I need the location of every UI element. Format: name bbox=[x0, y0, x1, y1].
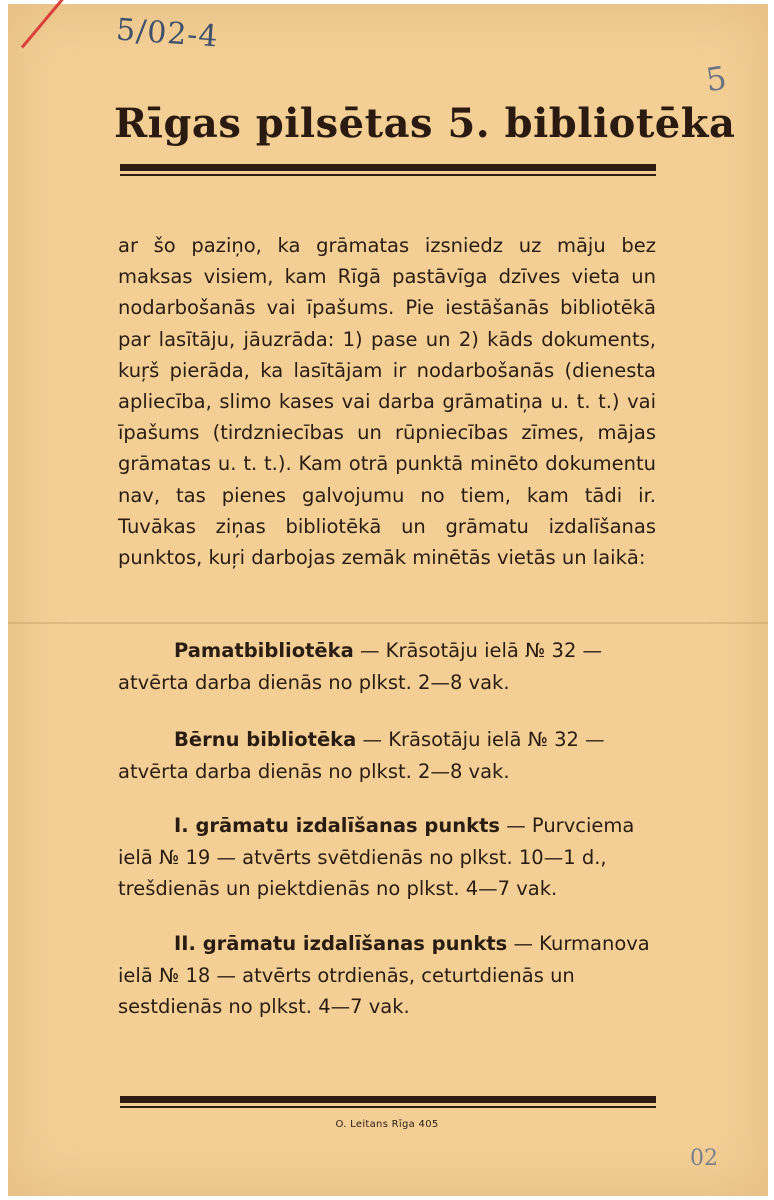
entry-name: II. grāmatu izdalīšanas punkts bbox=[174, 932, 508, 955]
entry-address: — Purvciema bbox=[500, 814, 635, 837]
entry-hours: atvērta darba dienās no plkst. 2—8 vak. bbox=[118, 759, 510, 783]
entry-hours: ielā № 18 — atvērts otrdienās, ceturtdienās un bbox=[118, 963, 575, 987]
title-double-rule bbox=[120, 164, 656, 176]
corner-annotation-bottom: 02 bbox=[690, 1146, 718, 1171]
entry-distribution-point-2 bbox=[118, 928, 656, 1023]
footer-double-rule bbox=[120, 1096, 656, 1108]
entry-name: Pamatbibliotēka bbox=[174, 639, 354, 662]
entry-hours-continued: sestdienās no plkst. 4—7 vak. bbox=[118, 995, 410, 1018]
poster-title: Rīgas pilsētas 5. bibliotēka bbox=[114, 100, 736, 147]
entry-address: — Krāsotāju ielā № 32 — bbox=[353, 639, 603, 662]
fold-crease bbox=[8, 622, 768, 624]
entry-hours: atvērta darba dienās no plkst. 2—8 vak. bbox=[118, 670, 510, 694]
entry-children-library bbox=[118, 724, 656, 787]
entry-address: — Krāsotāju ielā № 32 — bbox=[356, 728, 605, 751]
entry-distribution-point-1 bbox=[118, 810, 656, 905]
entry-hours: ielā № 19 — atvērts svētdienās no plkst. 10—1 d., bbox=[118, 845, 607, 869]
entry-name: I. grāmatu izdalīšanas punkts bbox=[174, 814, 500, 837]
entry-main-library bbox=[118, 635, 656, 698]
poster-sheet bbox=[8, 4, 768, 1196]
archive-number: 5/02-4 bbox=[114, 12, 220, 55]
entry-address: — Kurmanova bbox=[507, 932, 650, 955]
announcement-text: ar šo paziņo, ka grāmatas izsniedz uz māju bez maksas visiem, kam Rīgā pastāvīga dzīves vieta un nodarbošanās vai īpašums. Pie iestāšanās bibliotēkā par lasītāju, jāuzrāda: 1) pase un 2) kāds dokuments, kuŗš pierāda, ka lasītājam ir nodarbošanās (dienesta apliecība, slimo kases vai darba grāmatiņa u. t. t.) vai īpašums (tirdzniecības un rūpniecības zīmes, mājas grāmatas u. t. t.). Kam otrā punktā minēto dokumentu nav, tas pienes galvojumu no tiem, kam tādi ir. Tuvākas ziņas bibliotēkā un grāmatu izdalīšanas punktos, kuŗi darbojas zemāk minētās vietās un laikā: bbox=[118, 234, 656, 570]
corner-annotation-top: 5 bbox=[703, 58, 729, 100]
red-pencil-mark bbox=[21, 0, 70, 48]
printer-imprint: O. Leitans Rīga 405 bbox=[335, 1119, 439, 1130]
entry-hours-continued: trešdienās un piektdienās no plkst. 4—7 vak. bbox=[118, 877, 558, 900]
entry-name: Bērnu bibliotēka bbox=[174, 728, 357, 751]
